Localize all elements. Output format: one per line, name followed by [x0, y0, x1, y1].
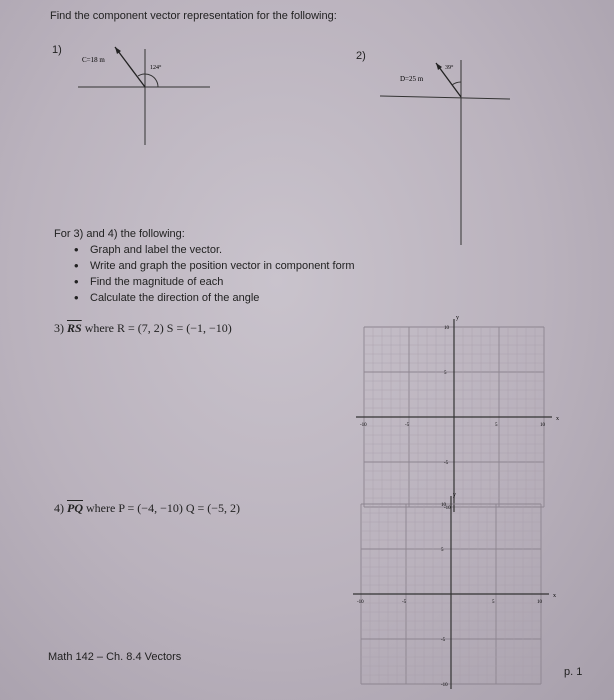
instruction-heading: Find the component vector representation for the following: — [50, 10, 337, 22]
y-tick-label: 10 — [444, 326, 449, 331]
section-intro: For 3) and 4) the following: — [54, 228, 185, 240]
problem-3 — [54, 321, 232, 336]
problem-4-text: where P = (−4, −10) Q = (−5, 2) — [86, 501, 241, 515]
vector-rs: $\overline{RS}$ — [67, 321, 82, 335]
coordinate-grid-4 — [352, 492, 562, 688]
angle-39-label: 39° — [445, 65, 454, 71]
vector-c-label: C=18 m — [82, 56, 105, 64]
y-tick-label: 5 — [444, 371, 447, 376]
instruction-list — [54, 242, 355, 306]
angle-arc — [452, 82, 461, 85]
y-tick-label: -5 — [441, 638, 446, 643]
y-axis-label: y — [453, 492, 456, 498]
x-tick-label: -5 — [405, 423, 410, 428]
problem-2-diagram — [380, 55, 520, 245]
problem-3-number: 3) — [54, 321, 64, 335]
x-tick-label: 10 — [540, 423, 545, 428]
y-tick-label: -10 — [441, 683, 448, 688]
problem-1-number: 1) — [52, 44, 62, 56]
x-axis-label: x — [556, 416, 559, 422]
angle-arc — [138, 74, 158, 87]
x-tick-label: 10 — [537, 600, 542, 605]
vector-pq: $\overline{PQ}$ — [67, 501, 83, 515]
bullet-item: • Calculate the direction of the angle — [54, 290, 355, 306]
x-axis-label: x — [553, 593, 556, 599]
x-tick-label: 5 — [495, 423, 498, 428]
coordinate-grid-3 — [355, 315, 565, 511]
problem-4 — [54, 501, 240, 516]
x-tick-label: -10 — [357, 600, 364, 605]
x-axis-line — [380, 96, 510, 99]
footer-course: Math 142 – Ch. 8.4 Vectors — [48, 651, 182, 663]
problem-3-text: where R = (7, 2) S = (−1, −10) — [84, 321, 232, 335]
angle-124-label: 124° — [150, 65, 162, 71]
x-tick-label: -10 — [360, 423, 367, 428]
y-tick-label: 5 — [441, 548, 444, 553]
page-number: p. 1 — [564, 666, 583, 678]
vector-d-label: D=25 m — [400, 75, 424, 83]
problem-1-diagram — [70, 45, 220, 145]
bullet-item: • Write and graph the position vector in component form — [54, 258, 355, 274]
x-tick-label: 5 — [492, 600, 495, 605]
y-tick-label: 10 — [441, 503, 446, 508]
problem-2-number: 2) — [356, 50, 366, 62]
vector-c-arrow — [115, 47, 145, 87]
bullet-item: • Find the magnitude of each — [54, 274, 355, 290]
y-tick-label: -5 — [444, 461, 449, 466]
y-axis-label: y — [456, 315, 459, 321]
y-tick-label: -10 — [444, 506, 451, 511]
x-tick-label: -5 — [402, 600, 407, 605]
problem-4-number: 4) — [54, 501, 64, 515]
bullet-item: • Graph and label the vector. — [54, 242, 355, 258]
